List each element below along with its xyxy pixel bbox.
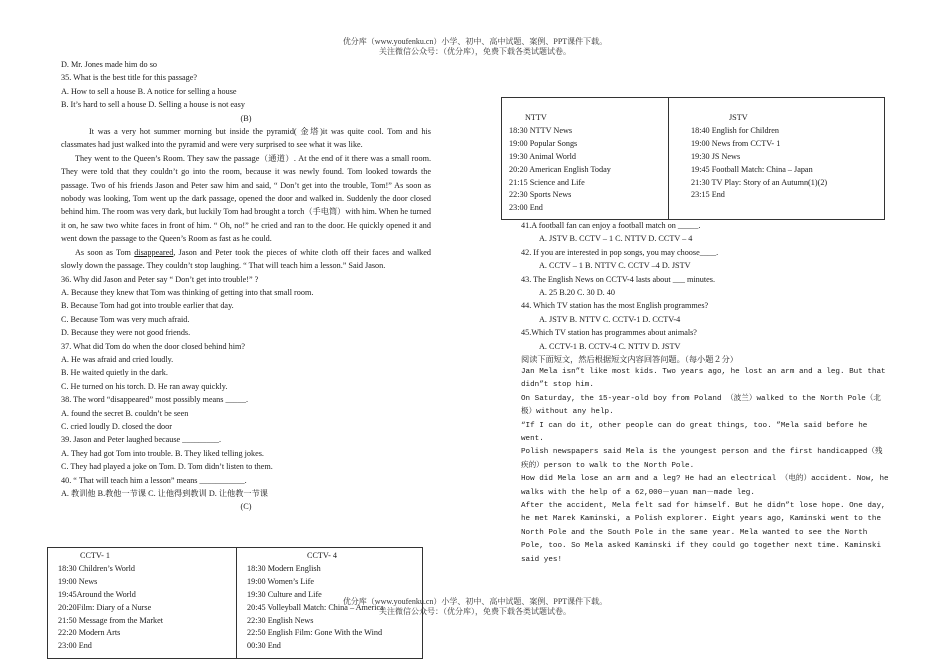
section-b-title: (B) xyxy=(240,113,252,123)
option-line: B. He waited quietly in the dark. xyxy=(61,368,168,378)
question-45: 45.Which TV station has programmes about animals? xyxy=(521,328,697,338)
program-item: 23:00 End xyxy=(58,641,92,651)
program-item: 19:45 Football Match: China – Japan xyxy=(691,164,813,174)
option-line: C. He turned on his torch. D. He ran away quickly. xyxy=(61,381,228,391)
option-line: B. It’s hard to sell a house D. Selling a house is not easy xyxy=(61,100,245,110)
passage-b-para-3 xyxy=(61,246,431,273)
program-item: 19:45Around the World xyxy=(58,589,136,599)
passage-para: Polish newspapers said Mela is the youngest person and the first handicapped（残疾的）person to walk to the North Pole. xyxy=(521,448,883,470)
reading-instruction: 阅读下面短文，然后根据短文内容回答问题。（每小题２分） xyxy=(521,355,738,365)
question-43: 43. The English News on CCTV-4 lasts about ___ minutes. xyxy=(521,274,715,284)
option-line: A. He was afraid and cried loudly. xyxy=(61,354,174,364)
passage-para: Jan Mela isn”t like most kids. Two years ago, he lost an arm and a leg. But that didn”t stop him. xyxy=(521,368,886,390)
header-line-2: 关注微信公众号：（优分库），免费下载各类试题试卷。 xyxy=(379,47,571,56)
option-line: A. How to sell a house B. A notice for selling a house xyxy=(61,86,237,96)
channel-name: CCTV- 4 xyxy=(307,551,337,560)
page-footer xyxy=(0,597,950,617)
program-item: 00:30 End xyxy=(247,641,281,651)
option-line: C. Because Tom was very much afraid. xyxy=(61,314,190,324)
program-item: 18:30 Modern English xyxy=(247,563,321,573)
option-line: A. 教训他 B.教他一节课 C. 让他得到教训 D. 让他教一节课 xyxy=(61,489,268,498)
question-38: 38. The word “disappeared” most possibly means _____. xyxy=(61,395,248,405)
passage-para: On Saturday, the 15-year-old boy from Poland （波兰）walked to the North Pole（北极）without any help. xyxy=(521,394,881,417)
tv-table-local xyxy=(501,97,885,220)
program-item: 19:30 Animal World xyxy=(509,151,576,161)
option-line: A. CCTV – 1 B. NTTV C. CCTV –4 D. JSTV xyxy=(539,261,691,271)
program-item: 21:15 Science and Life xyxy=(509,177,585,187)
passage-b-para-1: It was a very hot summer morning but inside the pyramid( 金塔)it was quite cool. Tom and his classmates had just walked into the pyramid and were very surprised to see what it was like. xyxy=(61,127,431,150)
para3-end: , Jason and Peter took the pieces of white cloth off their faces and walked slowly down the passage. They couldn’t stop laughing. “ That will teach him a lesson.” Said Jason. xyxy=(61,247,431,271)
program-item: 22:50 English Film: Gone With the Wind xyxy=(247,628,383,638)
question-35: 35. What is the best title for this passage? xyxy=(61,73,198,83)
option-line: C. They had played a joke on Tom. D. Tom didn’t listen to them. xyxy=(61,462,273,472)
para3-start: As soon as Tom xyxy=(75,247,135,257)
program-item: 18:40 English for Children xyxy=(691,125,780,135)
program-item: 22:30 Sports News xyxy=(509,190,572,200)
question-42: 42. If you are interested in pop songs, you may choose____. xyxy=(521,247,719,257)
footer-line-2: 关注微信公众号：（优分库），免费下载各类试题试卷。 xyxy=(379,607,571,616)
program-item: 21:30 TV Play: Story of an Autumn(1)(2) xyxy=(691,177,828,187)
header-line-1: 优分库（www.youfenku.cn）小学、初中、高中试题、案例、PPT课件下载。 xyxy=(342,37,608,46)
option-line: B. Because Tom had got into trouble earlier that day. xyxy=(61,301,234,311)
program-item: 18:30 NTTV News xyxy=(509,125,573,135)
program-item: 20:20 American English Today xyxy=(509,164,611,174)
passage-b-para-2: They went to the Queen’s Room. They saw the passage（通道）. At the end of it there was a small room. They were told that they couldn’t go into the room, because it was newly found. Tom looked towards the passage. Two of his friends Jason and Peter saw him and said, “ Don’t get into the trouble, Tom!” As soon as nobody was looking, Tom went up the dark passage, opened the door and walked in. Suddenly the door closed behind him. The room was very dark, but luckily Tom had brought a torch（手电筒）with him. When he turned it on, he saw two white faces in front of him. “ Oh, no!” he cried and ran to the door. He quickly opened it and went down the passage to the Queen’s Room as fast as he could. xyxy=(61,153,431,244)
channel-name: NTTV xyxy=(525,113,547,122)
channel-name: JSTV xyxy=(729,113,748,122)
program-item: 20:45 Volleyball Match: China – America xyxy=(247,602,384,612)
channel-name: CCTV- 1 xyxy=(80,551,110,560)
question-44: 44. Which TV station has the most English programmes? xyxy=(521,301,709,311)
option-line: A. found the secret B. couldn’t be seen xyxy=(61,408,189,418)
program-item: 19:00 News from CCTV- 1 xyxy=(691,138,781,148)
tv-column-nttv xyxy=(502,98,668,219)
program-item: 19:00 Women’s Life xyxy=(247,576,314,586)
tv-column-jstv xyxy=(668,98,884,219)
question-36: 36. Why did Jason and Peter say “ Don’t get into trouble!” ? xyxy=(61,274,259,284)
option-line: A. CCTV-1 B. CCTV-4 C. NTTV D. JSTV xyxy=(539,341,681,351)
footer-line-1: 优分库（www.youfenku.cn）小学、初中、高中试题、案例、PPT课件下载。 xyxy=(342,597,608,606)
question-39: 39. Jason and Peter laughed because _________. xyxy=(61,435,222,445)
program-item: 18:30 Children’s World xyxy=(58,563,135,573)
program-item: 23:00 End xyxy=(509,203,543,213)
question-37: 37. What did Tom do when the door closed behind him? xyxy=(61,341,245,351)
program-item: 21:50 Message from the Market xyxy=(58,615,164,625)
option-line: A. Because they knew that Tom was thinking of getting into that small room. xyxy=(61,287,314,297)
right-questions xyxy=(521,219,889,366)
option-line: A. JSTV B. CCTV – 1 C. NTTV D. CCTV – 4 xyxy=(539,234,693,244)
program-item: 20:20Film: Diary of a Nurse xyxy=(58,602,152,612)
passage-para: How did Mela lose an arm and a leg? He had an electrical （电的）accident. Now, he walks with the help of a 62,000－yuan man－made leg. xyxy=(521,475,889,497)
underlined-word: disappeared xyxy=(134,247,174,257)
question-41: 41.A football fan can enjoy a football match on _____. xyxy=(521,221,701,230)
program-item: 19:00 Popular Songs xyxy=(509,138,578,148)
section-c-title: (C) xyxy=(240,502,252,512)
passage-para: “If I can do it, other people can do great things, too. ”Mela said before he went. xyxy=(521,421,868,444)
text-line: D. Mr. Jones made him do so xyxy=(61,60,157,69)
program-item: 23:15 End xyxy=(691,190,725,200)
program-item: 19:30 Culture and Life xyxy=(247,589,322,599)
program-item: 19:30 JS News xyxy=(691,151,741,161)
option-line: D. Because they were not good friends. xyxy=(61,328,191,338)
program-item: 22:20 Modern Arts xyxy=(58,628,121,638)
page-header xyxy=(0,37,950,57)
option-line: A. They had got Tom into trouble. B. They liked telling jokes. xyxy=(61,448,264,458)
passage-para: After the accident, Mela felt sad for himself. But he didn”t lose hope. One day, he met Marek Kaminski, a Polish explorer. Eight years ago, Kaminski went to the North Pole and the South Pole in the same year. Mela wanted to see the North Pole, too. So Mela asked Kaminski if they could go together next time. Kaminski said yes! xyxy=(521,502,886,564)
option-line: A. 25 B.20 C. 30 D. 40 xyxy=(539,288,615,298)
program-item: 19:00 News xyxy=(58,576,98,586)
right-passage xyxy=(521,366,889,567)
question-40: 40. “ That will teach him a lesson” means ___________. xyxy=(61,475,247,485)
program-item: 22:30 English News xyxy=(247,615,314,625)
left-column xyxy=(61,58,431,514)
option-line: A. JSTV B. NTTV C. CCTV-1 D. CCTV-4 xyxy=(539,314,681,324)
option-line: C. cried loudly D. closed the door xyxy=(61,421,172,431)
